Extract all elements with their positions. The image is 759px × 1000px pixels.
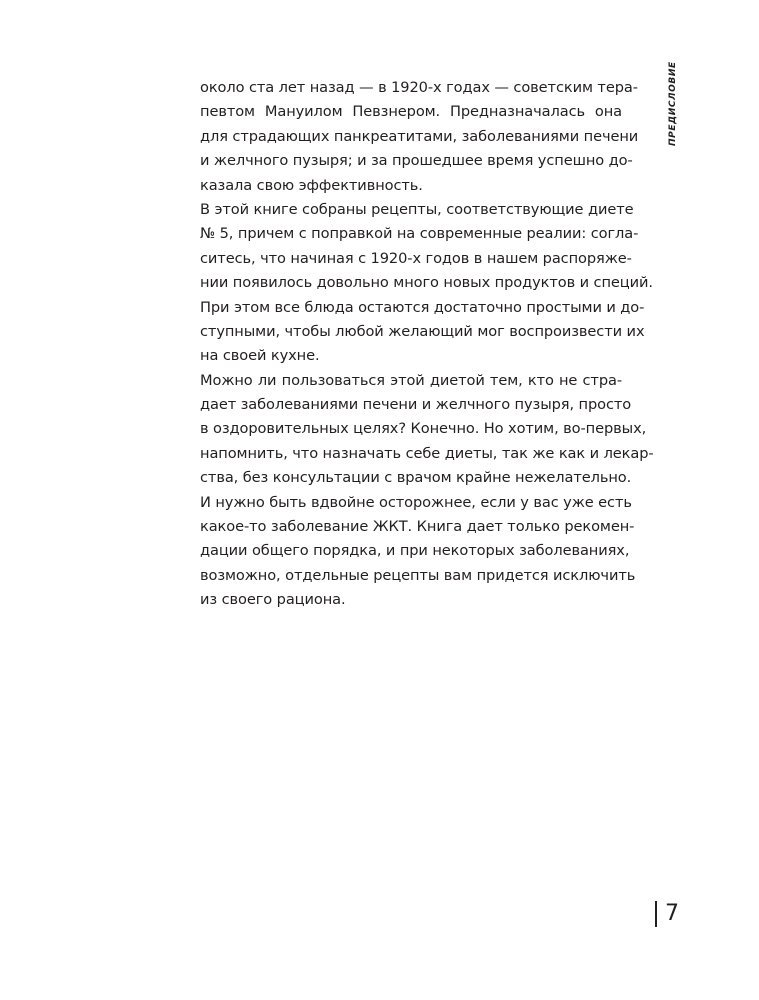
text-line: Можно ли пользоваться этой диетой тем, кто не стра- — [200, 371, 622, 389]
text-line: напомнить, что назначать себе диеты, так же как и лекар- — [200, 444, 654, 462]
text-line: около ста лет назад — в 1920-х годах — советским тера- — [200, 79, 638, 96]
text-line: дает заболеваниями печени и желчного пузыря, просто — [200, 396, 632, 414]
running-head: ПРЕДИСЛОВИЕ — [668, 61, 678, 146]
text-line: казала свою эффективность. — [200, 176, 423, 194]
text-line: ступными, чтобы любой желающий мог воспроизвести их — [200, 322, 645, 340]
folio — [655, 900, 679, 928]
text-line: № 5, причем с поправкой на современные реалии: согла- — [200, 225, 639, 243]
text-line: И нужно быть вдвойне осторожнее, если у вас уже есть — [200, 493, 632, 511]
text-line: ситесь, что начиная с 1920-х годов в нашем распоряже- — [200, 249, 632, 267]
text-line: нии появилось довольно много новых продуктов и специй. — [200, 274, 653, 292]
text-line: возможно, отдельные рецепты вам придется исключить — [200, 566, 636, 584]
text-line: какое-то заболевание ЖКТ. Книга дает только рекомен- — [200, 518, 635, 536]
text-line: В этой книге собраны рецепты, соответствующие диете — [200, 200, 634, 218]
text-line: для страдающих панкреатитами, заболеваниями печени — [200, 127, 639, 145]
folio-rule — [655, 901, 657, 927]
text-line: и желчного пузыря; и за прошедшее время успешно до- — [200, 152, 633, 170]
text-line: певтом Мануилом Певзнером. Предназначалась она — [200, 103, 622, 121]
text-line: из своего рациона. — [200, 591, 346, 609]
text-line: на своей кухне. — [200, 347, 320, 365]
text-line: в оздоровительных целях? Конечно. Но хотим, во-первых, — [200, 420, 647, 438]
body-text — [200, 76, 654, 613]
text-line: дации общего порядка, и при некоторых заболеваниях, — [200, 542, 630, 560]
text-line: При этом все блюда остаются достаточно простыми и до- — [200, 298, 645, 316]
page-number: 7 — [665, 901, 679, 926]
text-line: ства, без консультации с врачом крайне нежелательно. — [200, 469, 632, 487]
